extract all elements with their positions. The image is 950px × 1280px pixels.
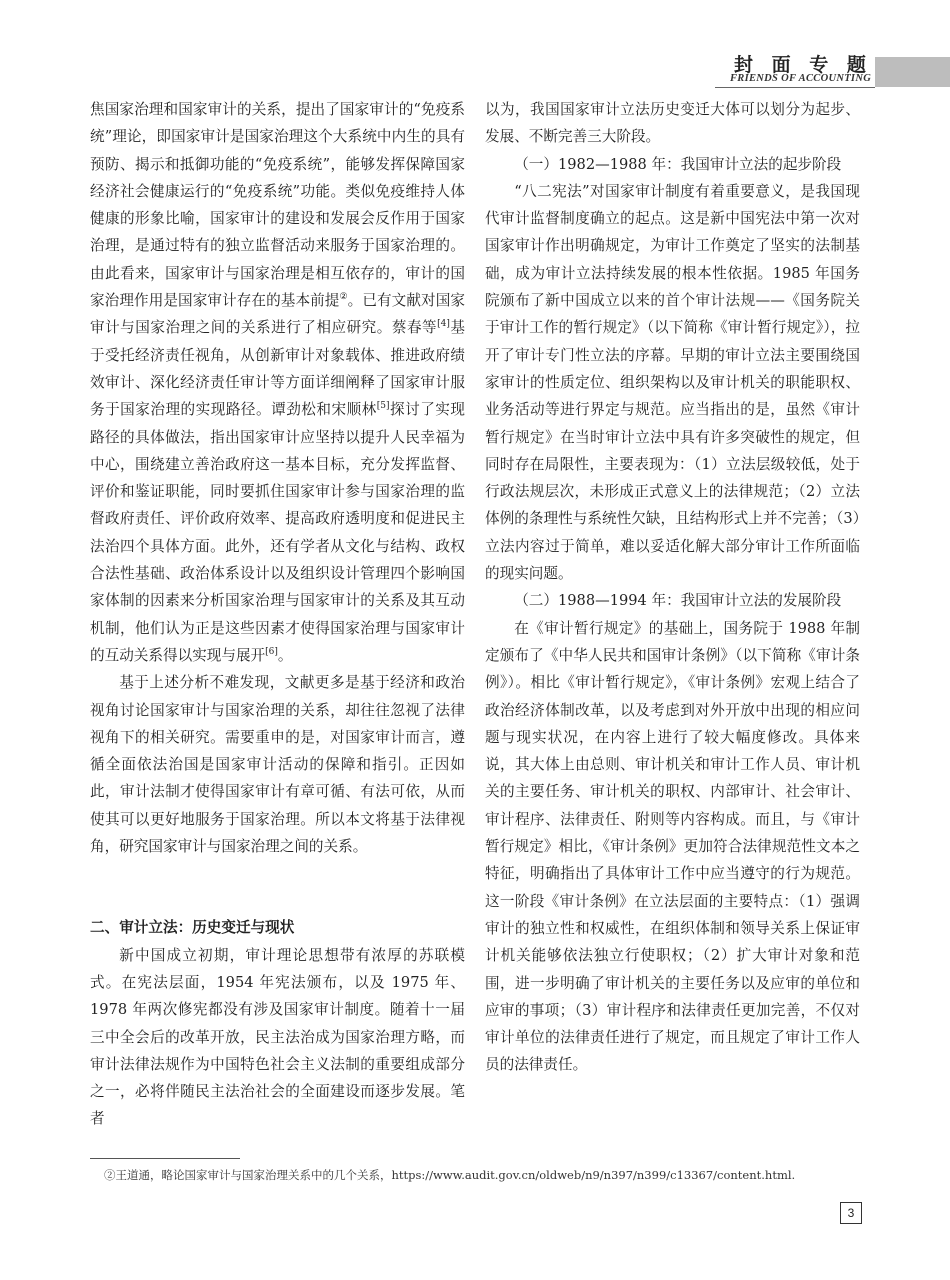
- subsection-heading: （二）1988—1994 年：我国审计立法的发展阶段: [514, 592, 842, 610]
- citation-ref[interactable]: [6]: [265, 647, 278, 658]
- spacer: [90, 860, 465, 914]
- header-subtitle: FRIENDS OF ACCOUNTING: [730, 73, 872, 84]
- subsection-heading: （一）1982—1988 年：我国审计立法的起步阶段: [514, 155, 842, 173]
- paragraph: “八二宪法”对国家审计制度有着重要意义，是我国现代审计监督制度确立的起点。这是新中国宪法中第一次对国家审计作出明确规定，为审计工作奠定了坚实的法制基础，成为审计立法持续发展的根本性依据。1985 年国务院颁布了新中国成立以来的首个审计法规——《国务院关于审计工作的暂行规定》（以下简称《审计暂行规定》），拉开了审计专门性立法的序幕。早期的审计立法主要围绕国家审计的性质定位、组织架构以及审计机关的职能职权、业务活动等进行界定与规范。应当指出的是，虽然《审计暂行规定》在当时审计立法中具有许多突破性的规定，但同时存在局限性，主要表现为：（1）立法层级较低，处于行政法规层次，未形成正式意义上的法律规范；（2）立法体例的条理性与系统性欠缺，且结构形式上并不完善；（3）立法内容过于简单，难以妥适化解大部分审计工作所面临的现实问题。: [485, 182, 860, 583]
- citation-ref[interactable]: [4]: [437, 319, 450, 330]
- header-bar: [875, 57, 950, 87]
- paragraph: 基于上述分析不难发现，文献更多是基于经济和政治视角讨论国家审计与国家治理的关系，却往往忽视了法律视角下的相关研究。需要重申的是，对国家审计而言，遵循全面依法治国是国家审计活动的保障和指引。正因如此，审计法制才使得国家审计有章可循、有法可依，从而使其可以更好地服务于国家治理。所以本文将基于法律视角，研究国家审计与国家治理之间的关系。: [90, 674, 465, 856]
- left-column: [90, 96, 465, 1133]
- paragraph: 以为，我国国家审计立法历史变迁大体可以划分为起步、发展、不断完善三大阶段。: [485, 101, 860, 146]
- paragraph: 焦国家治理和国家审计的关系，提出了国家审计的“免疫系统”理论，即国家审计是国家治理这个大系统中内生的具有预防、揭示和抵御功能的“免疫系统”，能够发挥保障国家经济社会健康运行的“免疫系统”功能。类似免疫维持人体健康的形象比喻，国家审计的建设和发展会反作用于国家治理，是通过特有的独立监督活动来服务于国家治理的。由此看来，国家审计与国家治理是相互依存的，审计的国家治理作用是国家审计存在的基本前提②。已有文献对国家审计与国家治理之间的关系进行了相应研究。蔡春等[4]基于受托经济责任视角，从创新审计对象载体、推进政府绩效审计、深化经济责任审计等方面详细阐释了国家审计服务于国家治理的实现路径。谭劲松和宋顺林[5]探讨了实现路径的具体做法，指出国家审计应坚持以提升人民幸福为中心，围绕建立善治政府这一基本目标，充分发挥监督、评价和鉴证职能，同时要抓住国家审计参与国家治理的监督政府责任、评价政府效率、提高政府透明度和促进民主法治四个具体方面。此外，还有学者从文化与结构、政权合法性基础、政治体系设计以及组织设计管理四个影响国家体制的因素来分析国家治理与国家审计的关系及其互动机制，他们认为正是这些因素才使得国家治理与国家审计的互动关系得以实现与展开[6]。: [90, 101, 465, 664]
- right-column: [485, 96, 860, 1079]
- paragraph: 在《审计暂行规定》的基础上，国务院于 1988 年制定颁布了《中华人民共和国审计条例》（以下简称《审计条例》）。相比《审计暂行规定》，《审计条例》宏观上结合了政治经济体制改革，以及考虑到对外开放中出现的相应问题与现实状况，在内容上进行了较大幅度修改。具体来说，其大体上由总则、审计机关和审计工作人员、审计机关的主要任务、审计机关的职权、内部审计、社会审计、审计程序、法律责任、附则等内容构成。而且，与《审计暂行规定》相比，《审计条例》更加符合法律规范性文本之特征，明确指出了具体审计工作中应当遵守的行为规范。这一阶段《审计条例》在立法层面的主要特点：（1）强调审计的独立性和权威性，在组织体制和领导关系上保证审计机关能够依法独立行使职权；（2）扩大审计对象和范围，进一步明确了审计机关的主要任务以及应审的单位和应审的事项；（3）审计程序和法律责任更加完善，不仅对审计单位的法律责任进行了规定，而且规定了审计工作人员的法律责任。: [485, 619, 860, 1074]
- citation-ref[interactable]: [5]: [376, 401, 390, 412]
- paragraph: 新中国成立初期，审计理论思想带有浓厚的苏联模式。在宪法层面，1954 年宪法颁布，以及 1975 年、1978 年两次修宪都没有涉及国家审计制度。随着十一届三中全会后的改革开放，民主法治成为国家治理方略，而审计法律法规作为中国特色社会主义法制的重要组成部分之一，必将伴随民主法治社会的全面建设而逐步发展。笔者: [90, 946, 465, 1128]
- section-heading: 二、审计立法：历史变迁与现状: [90, 919, 295, 937]
- header-rule: [715, 87, 875, 88]
- page-number: 3: [840, 1202, 862, 1224]
- header-title: 封 面 专 题: [734, 54, 872, 76]
- footnote-ref[interactable]: ②: [339, 292, 348, 303]
- footnote: ②王道通，略论国家审计与国家治理关系中的几个关系，https://www.audit.gov.cn/oldweb/n9/n397/n399/c13367/content.html.: [104, 1168, 796, 1182]
- footnote-rule: [90, 1158, 240, 1159]
